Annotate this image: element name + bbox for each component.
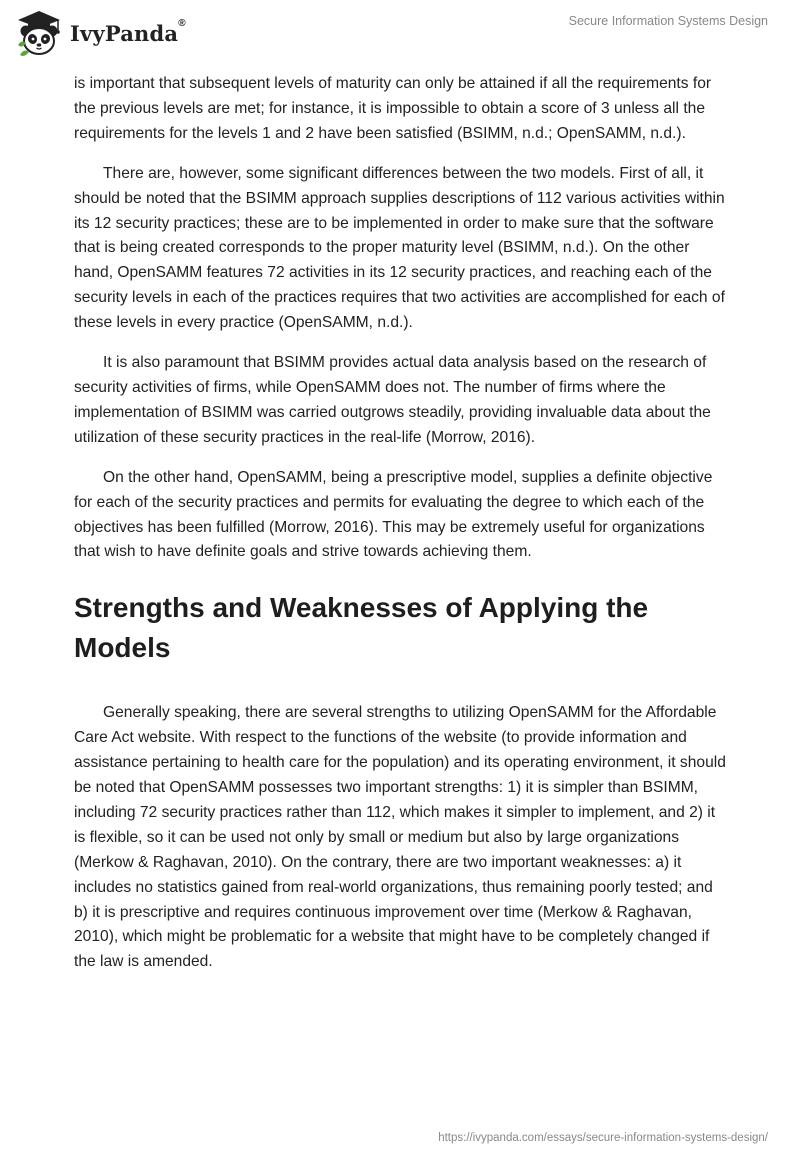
source-url[interactable]: https://ivypanda.com/essays/secure-information-systems-design/ (438, 1132, 768, 1144)
paragraph-differences: There are, however, some significant differences between the two models. First of all, it should be noted that the BSIMM approach supplies descriptions of 112 various activities within its 12 security practices; these are to be implemented in order to make sure that the software that is being created corresponds to the proper maturity level (BSIMM, n.d.). On the other hand, OpenSAMM features 72 activities in its 12 security practices, and reaching each of the security levels in each of the practices requires that two activities are accomplished for each of these levels in every practice (OpenSAMM, n.d.). (74, 164, 725, 332)
paragraph-prescriptive: On the other hand, OpenSAMM, being a prescriptive model, supplies a definite objective for each of the security practices and permits for evaluating the degree to which each of the objectives has been fulfilled (Morrow, 2016). This may be extremely useful for organizations that wish to have definite goals and strive towards achieving them. (74, 468, 713, 561)
page-header (0, 0, 800, 66)
section-heading: Strengths and Weaknesses of Applying the Models (74, 592, 649, 664)
brand-name: IvyPanda® (70, 17, 186, 46)
paragraph-strengths: Generally speaking, there are several strengths to utilizing OpenSAMM for the Affordable Care Act website. With respect to the functions of the website (to provide information and assistance pertaining to health care for the population) and its operating environment, it should be noted that OpenSAMM possesses two important strengths: 1) it is simpler than BSIMM, including 72 security practices rather than 112, which makes it simpler to implement, and 2) it is flexible, so it can be used not only by small or medium but also by large organizations (Merkow & Raghavan, 2010). On the contrary, there are two important weaknesses: a) it includes no statistics gained from real-world organizations, thus remaining poorly tested; and b) it is prescriptive and requires continuous improvement over time (Merkow & Raghavan, 2010), which might be problematic for a website that might have to be completely changed if the law is amended. (74, 704, 726, 971)
panda-graduate-icon (14, 9, 64, 57)
paragraph-continued: is important that subsequent levels of maturity can only be attained if all the requirements for the previous levels are met; for instance, it is impossible to obtain a score of 3 unless all the requirements for the levels 1 and 2 have been satisfied (BSIMM, n.d.; OpenSAMM, n.d.). (74, 75, 712, 142)
paragraph-data-analysis: It is also paramount that BSIMM provides actual data analysis based on the research of security activities of firms, while OpenSAMM does not. The number of firms where the implementation of BSIMM was carried outgrows steadily, providing invaluable data about the utilization of these security practices in the real-life (Morrow, 2016). (74, 354, 711, 446)
document-title: Secure Information Systems Design (568, 14, 768, 28)
essay-content (74, 72, 726, 990)
ivypanda-logo[interactable] (14, 8, 186, 58)
